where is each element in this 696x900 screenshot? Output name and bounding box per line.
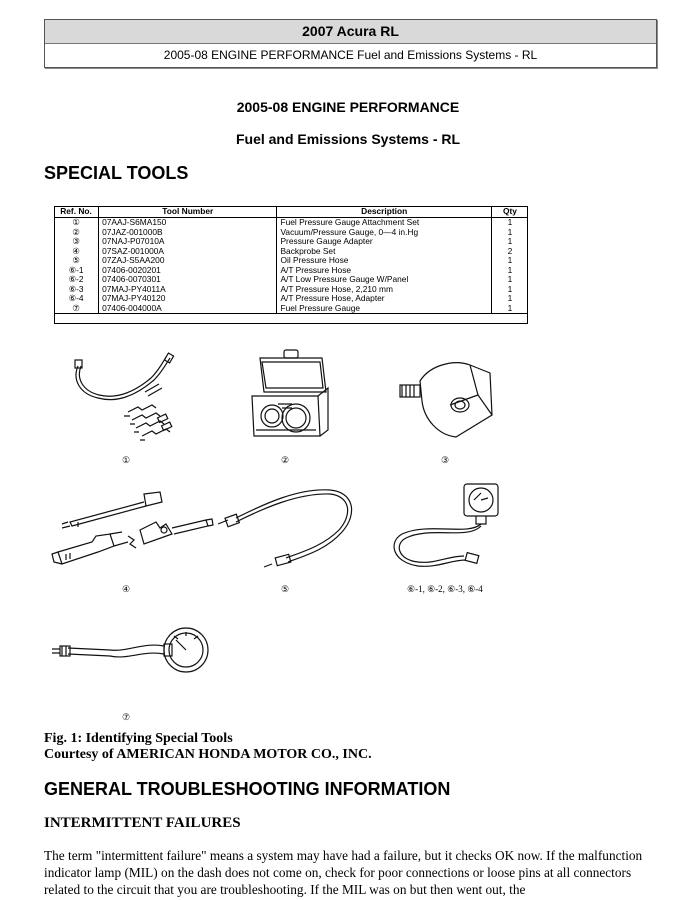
description-cell: Fuel Pressure Gauge — [277, 304, 491, 314]
tool-5-label: ⑤ — [281, 584, 290, 594]
ref-cell: ⑥-2 — [54, 275, 99, 285]
fuel-pressure-gauge-illustration — [48, 622, 218, 692]
table-row — [54, 304, 528, 314]
tool-number-cell: 07MAJ-PY40120 — [99, 294, 277, 304]
qty-cell: 1 — [507, 293, 513, 303]
tool-2-label: ② — [281, 455, 290, 465]
qty-cell: 1 — [491, 304, 528, 314]
tool-number-cell: 07406-0070301 — [99, 275, 277, 285]
table-header-row — [54, 207, 528, 218]
tool-number-cell: 07NAJ-P07010A — [99, 237, 277, 247]
backprobe-set-illustration — [48, 488, 218, 576]
tool-number-cell: 07MAJ-PY4011A — [99, 285, 277, 295]
qty-cell: 1 — [507, 236, 513, 246]
general-troubleshooting-heading: GENERAL TROUBLESHOOTING INFORMATION — [44, 779, 451, 799]
table-row — [54, 218, 528, 228]
qty-cell: 2 — [507, 245, 513, 256]
page-header — [44, 19, 657, 68]
ref-cell: ⑥-3 — [54, 285, 99, 295]
col-qty: Qty — [491, 207, 528, 218]
qty-cell: 1 — [507, 283, 513, 294]
special-tools-heading: SPECIAL TOOLS — [44, 163, 189, 183]
vacuum-pressure-gauge-case-illustration — [248, 348, 330, 448]
doc-title-line1: 2005-08 ENGINE PERFORMANCE — [236, 99, 460, 115]
ref-cell: ⑦ — [54, 304, 99, 314]
intermittent-failures-paragraph: The term "intermittent failure" means a system may have had a failure, but it checks OK now. If the malfunction indicator lamp (MIL) on the dash does not come on, check for poor connections or loose pins at all connectors related to the circuit that you are troubleshooting. If the MIL was on but then went out, the — [44, 848, 643, 897]
tool-7-label: ⑦ — [122, 712, 131, 722]
qty-cell: 1 — [507, 226, 513, 237]
description-cell: Fuel Pressure Gauge Attachment Set — [277, 218, 491, 228]
figure-caption-credit: Courtesy of AMERICAN HONDA MOTOR CO., INC. — [44, 747, 372, 762]
tool-4-label: ④ — [122, 584, 131, 594]
description-cell: A/T Pressure Hose, 2,210 mm — [277, 285, 491, 295]
oil-pressure-hose-illustration — [214, 484, 360, 576]
tool-number-cell: 07406-004000A — [99, 304, 277, 314]
description-cell: A/T Low Pressure Gauge W/Panel — [277, 275, 491, 285]
qty-cell: 1 — [507, 217, 513, 227]
doc-title-line2: Fuel and Emissions Systems - RL — [235, 131, 461, 147]
qty-cell: 1 — [507, 274, 513, 284]
ref-cell: ⑥-4 — [54, 294, 99, 304]
vehicle-title: 2007 Acura RL — [45, 20, 656, 44]
tool-number-cell: 07SAZ-001000A — [99, 247, 277, 257]
qty-cell: 1 — [507, 264, 513, 275]
ref-cell: ② — [54, 228, 99, 238]
pressure-gauge-adapter-illustration — [394, 355, 500, 445]
ref-cell: ③ — [54, 237, 99, 247]
description-cell: Oil Pressure Hose — [277, 256, 491, 266]
tool-number-cell: 07JAZ-001000B — [99, 228, 277, 238]
col-ref-no: Ref. No. — [54, 207, 99, 218]
qty-cell: 1 — [507, 255, 513, 265]
tool-number-cell: 07AAJ-S6MA150 — [99, 218, 277, 228]
ref-cell: ④ — [54, 247, 99, 257]
ref-cell: ⑤ — [54, 256, 99, 266]
description-cell: Vacuum/Pressure Gauge, 0—4 in.Hg — [277, 228, 491, 238]
col-description: Description — [277, 207, 491, 218]
ref-cell: ⑥-1 — [54, 266, 99, 276]
tool-number-cell: 07406-0020201 — [99, 266, 277, 276]
ref-cell: ① — [54, 218, 99, 228]
figure-caption-title: Fig. 1: Identifying Special Tools — [44, 731, 233, 746]
description-cell: Pressure Gauge Adapter — [277, 237, 491, 247]
description-cell: Backprobe Set — [277, 247, 491, 257]
intermittent-failures-heading: INTERMITTENT FAILURES — [44, 815, 241, 831]
tool-3-label: ③ — [441, 455, 450, 465]
special-tools-table — [54, 206, 528, 314]
col-tool-number: Tool Number — [99, 207, 277, 218]
tool-6-label: ⑥-1, ⑥-2, ⑥-3, ⑥-4 — [407, 584, 483, 594]
tool-1-label: ① — [122, 455, 131, 465]
fuel-pressure-attachment-set-illustration — [70, 352, 190, 447]
description-cell: A/T Pressure Hose — [277, 266, 491, 276]
section-title: 2005-08 ENGINE PERFORMANCE Fuel and Emissions Systems - RL — [45, 44, 656, 67]
at-pressure-gauge-hose-illustration — [388, 482, 504, 578]
tool-number-cell: 07ZAJ-S5AA200 — [99, 256, 277, 266]
description-cell: A/T Pressure Hose, Adapter — [277, 294, 491, 304]
